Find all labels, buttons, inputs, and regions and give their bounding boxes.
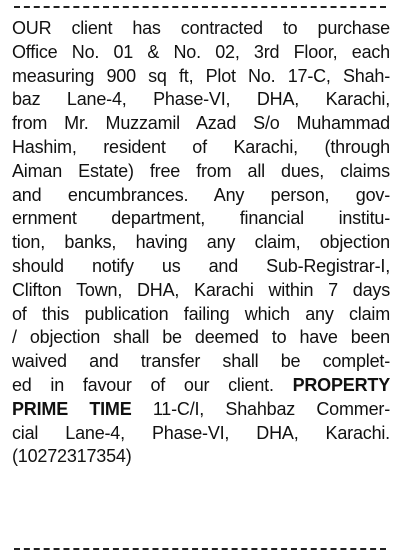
notice-line: OUR client has contracted to purchase [12,18,390,38]
notice-line: waived and transfer shall be complet- [12,351,390,372]
notice-line: and encumbrances. Any person, gov- [12,184,390,205]
notice-line: Hashim, resident of Karachi, (through [12,136,390,157]
notice-line: from Mr. Muzzamil Azad S/o Muhammad [12,113,390,134]
notice-line: tion, banks, having any claim, objection [12,232,390,253]
bottom-dashed-rule [14,548,386,550]
notice-line-text: ed in favour of our client. [12,374,274,395]
notice-line: measuring 900 sq ft, Plot No. 17-C, Shah- [12,65,390,86]
notice-line: ernment department, financial institu- [12,208,390,229]
notice-body [12,17,390,469]
notice-line: Aiman Estate) free from all dues, claims [12,160,390,181]
firm-name-part-1: PROPERTY [292,374,390,395]
notice-line: Office No. 01 & No. 02, 3rd Floor, each [12,41,390,62]
notice-line: baz Lane-4, Phase-VI, DHA, Karachi, [12,89,390,110]
notice-line-with-firm [12,374,390,398]
firm-address-part-1: 11-C/I, Shahbaz Commer- [152,398,390,419]
notice-line: should notify us and Sub-Registrar-I, [12,255,390,276]
firm-address-line-2: cial Lane-4, Phase-VI, DHA, Karachi. [12,422,390,443]
notice-line: Clifton Town, DHA, Karachi within 7 days [12,279,390,300]
firm-name-part-2: PRIME TIME [12,398,132,419]
reference-number: (10272317354) [12,446,132,467]
notice-line: / objection shall be deemed to have been [12,327,390,348]
firm-address-line [12,398,390,422]
top-dashed-rule [14,6,386,8]
notice-line: of this publication failing which any claim [12,303,390,324]
